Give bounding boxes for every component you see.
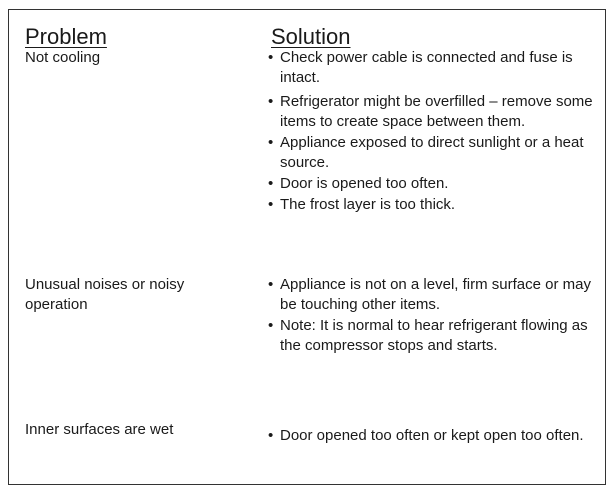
solutions-not-cooling — [268, 48, 598, 216]
solution-item: • Door is opened too often. — [268, 175, 449, 192]
troubleshooting-table — [8, 9, 606, 485]
problem-noise: Unusual noises or noisy operation — [25, 276, 185, 313]
solution-item: • Appliance is not on a level, firm surface or may be touching other items. — [268, 276, 591, 313]
solutions-noise — [268, 275, 598, 357]
solution-item: • Door opened too often or kept open too often. — [268, 427, 584, 444]
problem-not-cooling: Not cooling — [25, 49, 101, 66]
solutions-wet-surfaces — [268, 426, 598, 447]
problem-header: Problem — [25, 24, 107, 49]
solution-item: • Note: It is normal to hear refrigerant flowing as the compressor stops and starts. — [268, 317, 588, 354]
problem-wet-surfaces: Inner surfaces are wet — [25, 421, 174, 438]
solution-item: • Refrigerator might be overfilled – remove some items to create space between them. — [268, 93, 593, 130]
solution-header: Solution — [271, 24, 351, 49]
solution-item: • Appliance exposed to direct sunlight or a heat source. — [268, 134, 584, 171]
solution-item: • The frost layer is too thick. — [268, 196, 456, 213]
solution-item: • Check power cable is connected and fuse is intact. — [268, 49, 573, 86]
